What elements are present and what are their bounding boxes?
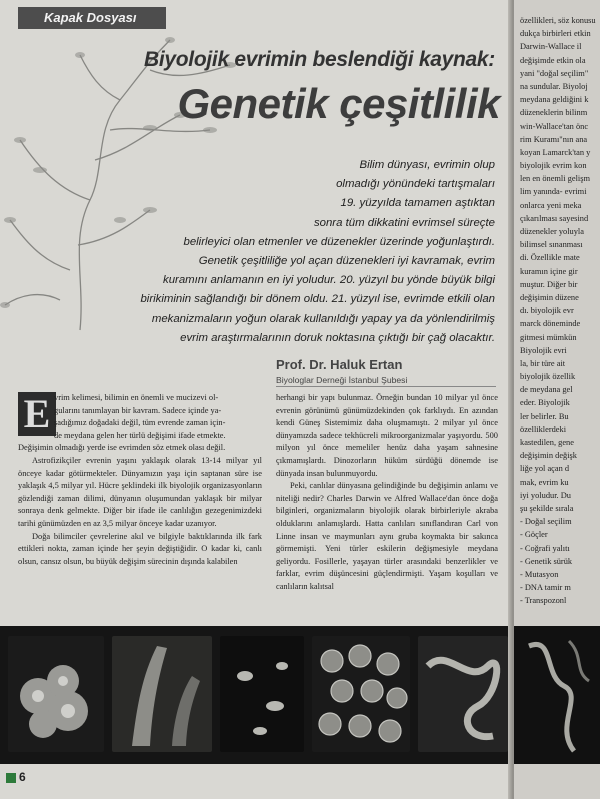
intro-line: belirleyici olan etmenler ve düzenekler üzerinde yoğunlaştırdı. (183, 235, 495, 248)
nematode-image (514, 626, 600, 764)
text-line: biyolojik özellik (520, 372, 576, 382)
intro-line: olmadığı yönündeki tartışmaları (336, 178, 495, 191)
paragraph-line: şadığımız doğadaki değil, tüm evrende zaman için- (54, 418, 226, 428)
section-tag: Kapak Dosyası (18, 7, 166, 29)
article-title: Genetik çeşitlilik (177, 80, 500, 127)
text-line: rim Kuramı"nın ana (520, 134, 588, 144)
text-line: özelliklerdeki (520, 424, 567, 434)
text-line: eder. Biyolojik (520, 398, 570, 408)
text-line: düzeneklerin bilinm (520, 108, 588, 118)
text-line: biyolojik evrim kon (520, 161, 587, 171)
text-line: win-Wallace'tan önc (520, 121, 589, 131)
page-number (6, 770, 26, 784)
intro-line: 19. yüzyılda tamamen aştıktan (340, 197, 495, 210)
text-line: mak, evrim ku (520, 477, 569, 487)
text-line: dukça birbirleri etkin (520, 29, 591, 39)
text-line: - Göçler (520, 530, 548, 540)
divider (276, 386, 496, 387)
pollen-cells-image (312, 636, 410, 752)
paragraph: herhangi bir yapı bulunmaz. Örneğin bundan 10 milyar yıl önce evrenin görünümü günümüzdekinden çok farklıydı. En azından kendi Güneş Sistemimiz daha oluşmamıştı. 2 milyar yıl önce dünyamızda sadece tekhücreli mikroorganizmalar yaşıyordu. 500 milyon yıl önce memeliler henüz daha yaşam sahnesine çıkmamışlardı. Dinozorların hüküm sürdüğü dönemde ise dünyada insan bulunmuyordu. (276, 393, 498, 478)
text-line: şu şekilde sırala (520, 503, 574, 513)
paragraph-line: de meydana gelen her türlü değişimi ifade etmekte. (54, 430, 226, 440)
text-line: - DNA tamir m (520, 583, 571, 593)
intro-line: evrim araştırmalarının doruk noktasına çıktığı bir çağ olacaktır. (180, 331, 495, 344)
text-line: marck döneminde (520, 319, 581, 329)
text-line: liğe yol açan d (520, 464, 570, 474)
text-line: yani "doğal seçilim" (520, 68, 589, 78)
coral-image (8, 636, 104, 752)
text-line: - Coğrafi yalıtı (520, 543, 570, 553)
text-line: çıkarılması sayesind (520, 213, 589, 223)
intro-line: Genetik çeşitliliğe yol açan düzenekleri iyi kavramak, evrim (198, 255, 495, 268)
text-line: dı. biyolojik evr (520, 306, 574, 316)
paragraph-line: gularını tanımlayan bir kavram. Sadece içinde ya- (54, 405, 222, 415)
paragraph: Astrofizikçiler evrenin yaşını yaklaşık olarak 13-14 milyar yıl önceye kadar götürmekteler. Dünyamızın yaşı için saptanan süre ise yaklaşık 4,5 milyar yıl. Hücre şeklindeki ilk biyolojik organizasyonların gözlendiği zaman dilimi, dünyanın oluşumundan yaklaşık bir milyar sonraya denk gelmekte. Diğer bir ifade ile canlılığın gezegenimizdeki tarihi günümüzden en az 3,5 milyar önceye kadar uzanıyor. (18, 455, 262, 528)
text-line: de meydana gel (520, 385, 573, 395)
page-number-text: 6 (19, 770, 26, 784)
text-line: muştur. Diğer bir (520, 279, 578, 289)
paragraph: Doğa bilimciler çevrelerine akıl ve bilgiyle baktıklarında ilk fark ettikleri nokta, zaman içinde her şeyin değiştiğidir. O kadar ki, canlı olsun, cansız olsun, bu büyük değişim sürecinin dışında kalabilen (18, 531, 262, 566)
paragraph-line: vrim kelimesi, bilimin en önemli ve mucizevi ol- (54, 393, 219, 402)
body-column-1 (18, 392, 262, 568)
text-line: - Mutasyon (520, 569, 559, 579)
text-line: değişimin değişk (520, 451, 577, 461)
intro-line: mekanizmaların yoğun olarak kullanıldığı yapay ya da yönlendirilmiş (151, 312, 495, 325)
author-affiliation: Biyologlar Derneği İstanbul Şubesi (276, 375, 408, 385)
text-line: na sundular. Biyoloj (520, 81, 588, 91)
paragraph: Değişimin olmadığı yerde ise evrimden söz etmek olası değil. (18, 443, 226, 453)
intro-paragraph (100, 156, 495, 348)
text-line: kastedilen, gene (520, 438, 574, 447)
text-line: - Doğal seçilim (520, 517, 572, 527)
worm-image (418, 636, 508, 752)
intro-line: Bilim dünyası, evrimin olup (359, 159, 495, 171)
text-line: la, bir türe ait (520, 358, 566, 368)
bacteria-image (220, 636, 304, 752)
author-name: Prof. Dr. Haluk Ertan (276, 357, 403, 372)
text-line: gitmesi mümkün (520, 332, 577, 342)
text-line: Biyolojik evri (520, 345, 567, 355)
intro-line: birikiminin sağlandığı bir dönem oldu. 21. yüzyıl ise, evrimde etkili olan (140, 293, 495, 306)
intro-line: kuramını anlamanın en iyi yoludur. 20. yüzyıl bu yönde büyük bilgi (163, 274, 495, 287)
intro-line: sonra tüm dikkatini evrimsel süreçte (313, 216, 495, 229)
text-line: - Genetik sürük (520, 556, 573, 566)
drop-cap: E (18, 392, 56, 436)
body-column-2 (276, 392, 498, 594)
text-line: düzenekler yoluyla (520, 227, 584, 236)
text-line: koyan Lamarck'tan y (520, 147, 591, 157)
supertitle: Biyolojik evrimin beslendiği kaynak: (144, 48, 495, 71)
text-line: kuramın içine gir (520, 266, 578, 276)
tubular-organism-image (112, 636, 212, 752)
text-line: Darwin-Wallace il (520, 42, 582, 52)
text-line: iyi yoludur. Du (520, 490, 571, 500)
right-page-column (520, 14, 600, 607)
page-marker-icon (6, 773, 16, 783)
text-line: bilimsel sınanması (520, 240, 583, 250)
text-line: - Transpozonl (520, 596, 567, 606)
text-line: lim yanında- evrimi (520, 187, 587, 197)
text-line: di. Özellikle mate (520, 253, 580, 263)
text-line: ler belirler. Bu (520, 411, 569, 421)
text-line: onlarca yeni meka (520, 200, 582, 210)
text-line: değişimde etkin ola (520, 55, 586, 65)
text-line: meydana geldiğini k (520, 95, 589, 105)
text-line: değişimin düzene (520, 292, 579, 302)
text-line: len en önemli gelişm (520, 174, 591, 184)
paragraph: Peki, canlılar dünyasına gelindiğinde bu değişimin anlamı ve niteliği nedir? Charles Darwin ve Alfred Wallace'dan önce doğa bilginleri, organizmaların biyolojik olarak birbirleriyle akraba olduklarını anlamışlardı. Hatta canlıları sınıflandıran Carl von Linne insan ve maymunları aynı gruba koymakta bir sakınca görmemişti. Yeni türler eskilerin değişmesiyle meydana geliyordu. Fosillerle, yaşayan türler arasındaki benzerlikler ve farklar, evrim düşüncesini güçlendirmişti. Yaşam koşulları ve canlıların kalıtsal (276, 481, 498, 591)
text-line: özellikleri, söz konusu (520, 16, 596, 25)
